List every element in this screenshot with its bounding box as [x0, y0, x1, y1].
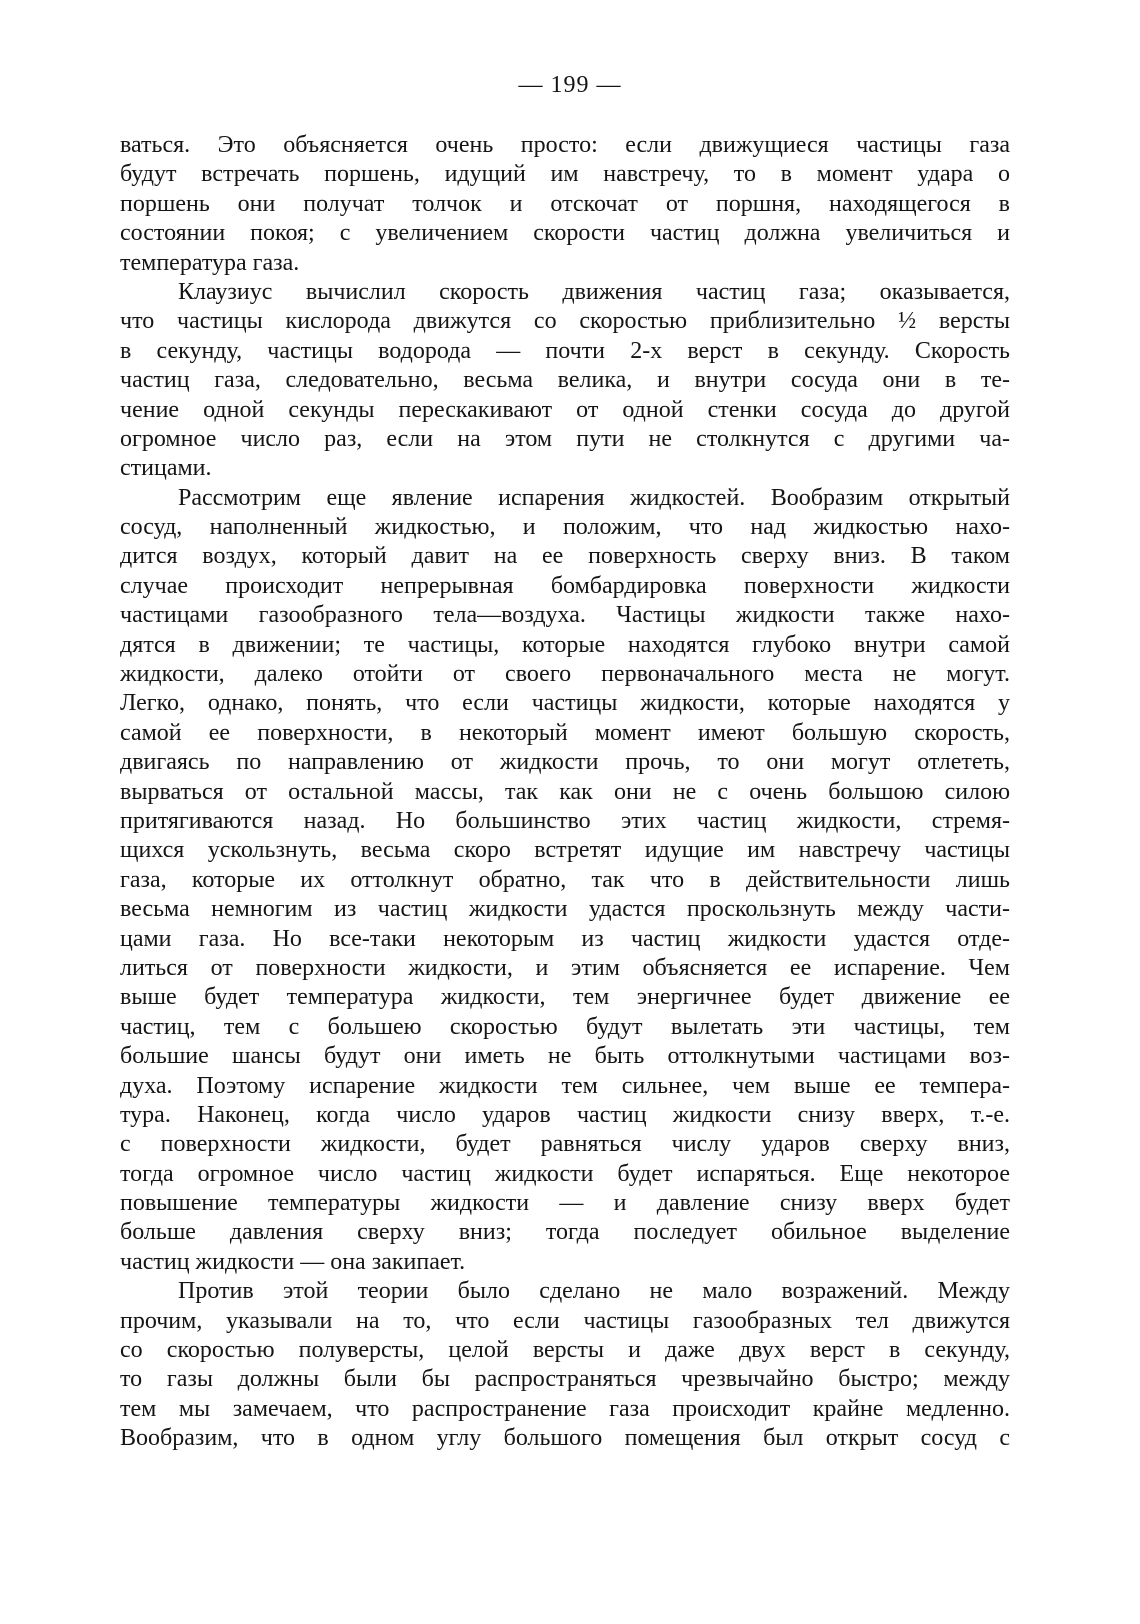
text-line: литься от поверхности жидкости, и этим объясняется ее испарение. Чем [120, 954, 1010, 981]
text-line: температура газа. [120, 249, 300, 276]
text-line: газа, которые их оттолкнут обратно, так что в действительности лишь [120, 866, 1010, 893]
text-line: частицами газообразного тела—воздуха. Частицы жидкости также нахо- [120, 602, 1010, 629]
page-number: — 199 — [518, 72, 622, 98]
text-line: сосуд, наполненный жидкостью, и положим, что над жидкостью нахо- [120, 514, 1010, 541]
text-line: чение одной секунды перескакивают от одной стенки сосуда до другой [120, 396, 1010, 423]
text-line: Клаузиус вычислил скорость движения частиц газа; оказывается, [178, 278, 1010, 305]
paragraph [120, 278, 1010, 484]
text-body [120, 131, 1010, 1454]
text-line: тем мы замечаем, что распространение газа происходит крайне медленно. [120, 1395, 1010, 1422]
text-line: ваться. Это объясняется очень просто: если движущиеся частицы газа [120, 132, 1010, 158]
text-line: дятся в движении; те частицы, которые находятся глубоко внутри самой [120, 631, 1010, 658]
text-line: частиц газа, следовательно, весьма велика, и внутри сосуда они в те- [120, 367, 1010, 394]
text-line: в секунду, частицы водорода — почти 2-х верст в секунду. Скорость [120, 337, 1010, 364]
text-line: со скоростью полуверсты, целой версты и даже двух верст в секунду, [120, 1337, 1010, 1364]
text-line: частиц, тем с большею скоростью будут вылетать эти частицы, тем [120, 1013, 1010, 1040]
text-line: с поверхности жидкости, будет равняться числу ударов сверху вниз, [120, 1131, 1010, 1158]
text-line: поршень они получат толчок и отскочат от поршня, находящегося в [120, 190, 1010, 217]
text-line: будут встречать поршень, идущий им навстречу, то в момент удара о [120, 161, 1010, 188]
text-line: весьма немногим из частиц жидкости удастся проскользнуть между части- [120, 896, 1010, 923]
text-line: жидкости, далеко отойти от своего первоначального места не могут. [120, 661, 1010, 688]
text-line: щихся ускользнуть, весьма скоро встретят идущие им навстречу частицы [120, 837, 1010, 864]
text-line: тура. Наконец, когда число ударов частиц жидкости снизу вверх, т.-е. [120, 1101, 1010, 1128]
text-line: прочим, указывали на то, что если частицы газообразных тел движутся [120, 1307, 1010, 1334]
text-line: что частицы кислорода движутся со скоростью приблизительно ½ версты [120, 308, 1010, 335]
text-line: самой ее поверхности, в некоторый момент имеют большую скорость, [120, 719, 1010, 746]
text-line: состоянии покоя; с увеличением скорости частиц должна увеличиться и [120, 220, 1010, 247]
text-line: дится воздух, который давит на ее поверхность сверху вниз. В таком [120, 543, 1010, 570]
text-line: огромное число раз, если на этом пути не столкнутся с другими ча- [120, 425, 1010, 452]
text-line: вырваться от остальной массы, так как они не с очень большою силою [120, 778, 1010, 805]
text-line: тогда огромное число частиц жидкости будет испаряться. Еще некоторое [120, 1160, 1010, 1187]
text-line: повышение температуры жидкости — и давление снизу вверх будет [120, 1190, 1010, 1217]
text-line: духа. Поэтому испарение жидкости тем сильнее, чем выше ее темпера- [120, 1072, 1010, 1099]
paragraph [120, 1277, 1010, 1453]
text-line: Легко, однако, понять, что если частицы жидкости, которые находятся у [120, 690, 1010, 717]
text-line: цами газа. Но все-таки некоторым из частиц жидкости удастся отде- [120, 925, 1010, 952]
text-line: притягиваются назад. Но большинство этих частиц жидкости, стремя- [120, 807, 1010, 834]
text-line: стицами. [120, 455, 212, 482]
text-line: частиц жидкости — она закипает. [120, 1248, 466, 1275]
text-line: Рассмотрим еще явление испарения жидкостей. Вообразим открытый [178, 484, 1010, 511]
text-line: случае происходит непрерывная бомбардировка поверхности жидкости [120, 572, 1010, 599]
text-line: большие шансы будут они иметь не быть оттолкнутыми частицами воз- [120, 1043, 1010, 1070]
paragraph [120, 131, 1010, 278]
text-line: двигаясь по направлению от жидкости прочь, то они могут отлететь, [120, 749, 1010, 776]
paragraph [120, 484, 1010, 1278]
text-line: Вообразим, что в одном углу большого помещения был открыт сосуд с [120, 1425, 1010, 1452]
text-line: то газы должны были бы распространяться чрезвычайно быстро; между [120, 1366, 1010, 1393]
text-line: больше давления сверху вниз; тогда последует обильное выделение [120, 1219, 1010, 1246]
text-line: выше будет температура жидкости, тем энергичнее будет движение ее [120, 984, 1010, 1011]
text-line: Против этой теории было сделано не мало возражений. Между [178, 1278, 1010, 1305]
